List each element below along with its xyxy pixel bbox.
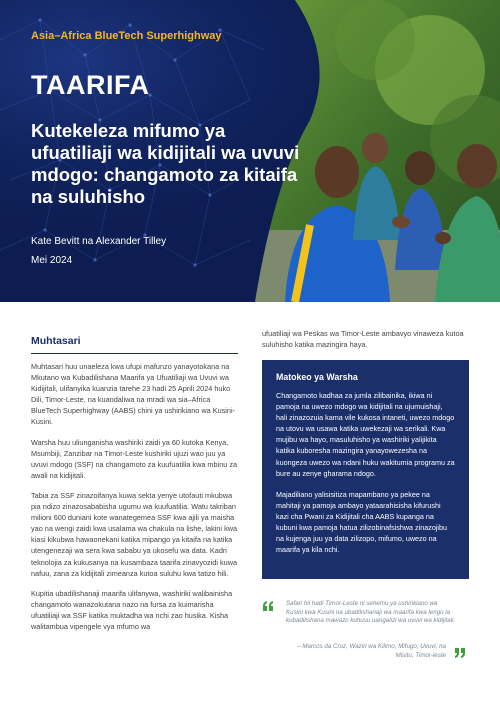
pull-quote-text: Safari hii hadi Timor-Leste ni sehemu ya ushirikiano wa Kusini kwa Kusini na ubadilishanaji wa maarifa kwa lengo la kubadilishana mawazo kuhusu uangalizi wa uvuvi wa kidijitali. [286,600,456,625]
close-quote-icon [454,647,466,659]
open-quote-icon [262,600,274,612]
summary-continuation-text: ufuatiliaji wa Peskas wa Timor-Leste ambavyo vinaweza kutoa suluhisho katika mazingira haya. [262,329,464,350]
outcomes-paragraph-1: Changamoto kadhaa za jumla zilibainika, ikiwa ni pamoja na uwezo mdogo wa kidijitali na ujumuishaji, hali zinazozuia kama vile kukosa intaneti, uwezo mdogo na utovu wa usawa katika uwekezaji wa serikali. Kwa mujibu wa hayo, masuluhisho ya washiriki yalijikita katika kuboresha mazingira yanayowezesha na kuongeza uwezo wa ndani huku wakitumia programu za bure au zenye gharama ndogo. [276,391,455,478]
document-type: TAARIFA [31,70,150,100]
heading-divider [31,353,238,354]
authors: Kate Bevitt na Alexander Tilley [31,236,167,247]
summary-paragraph-3: Tabia za SSF zinazoifanya kuwa sekta yenye utofauti mkubwa pia ndizo zinazosababisha ugumu wa kuufuatilia. Watu takriban milioni 600 duniani kote wanategemea SSF kwa ajili ya maisha yao na wengi zaidi kwa usalama wa chakula na lishe, lakini kwa kiasi kikubwa hawaonekani katika mipango ya kitaifa na katika utengenezaji wa sera kwa sababu ya ukosefu wa data. Kadri teknolojia za kukusanya na kusambaza taarifa zinavyozidi kuwa nafuu, zana za kidijitali zimeanza kutoa suluhu kwa tatizo hili. [31,490,238,578]
summary-continuation [262,328,472,350]
summary-paragraph-1: Muhtasari huu unaeleza kwa ufupi mafunzo yanayotokana na Mkutano wa Kubadilishana Maarifa ya Ufuatiliaji wa Uvuvi wa Kidijitali, ulifanyika kuanzia tarehe 23 hadi 25 Aprili 2024 huko Dili, Timor-Leste, na kuandaliwa na mradi wa sia–Africa BlueTech Superhighway (AABS) chini ya ushirikiano wa Kusini-Kusini. [31,362,236,427]
summary-paragraph-4: Kupitia ubadilishanaji maarifa ulifanywa, washiriki walibainisha changamoto wanazokutana nazo na fursa za kuimarisha ufuatiliaji wa SSF katika muktadha wa nchi zao husika. Kisha walitambua vipengele vya mfumo wa [31,588,233,631]
cover-header [0,0,500,302]
pull-quote-attribution: – Marcos da Cruz, Waziri wa Kilimo, Mifugo, Uvuvi, na Misitu, Timor-leste [297,643,446,659]
document-title: Kutekeleza mifumo ya ufuatiliaji wa kidijitali wa uvuvi mdogo: changamoto za kitaifa na suluhisho [31,120,300,207]
outcomes-heading: Matokeo ya Warsha [276,372,358,382]
summary-paragraph-2: Warsha huu uliunganisha washiriki zaidi ya 60 kutoka Kenya, Msumbiji, Zanzibar na Timor-Leste kushiriki ujuzi wao juu ya uvuvi mdogo (SSF) na changamoto za kuufuatilia kwa mbinu za awali na kidijitali. [31,437,238,480]
summary-heading: Muhtasari [31,335,81,347]
series-label: Asia–Africa BlueTech Superhighway [31,30,222,42]
outcomes-paragraph-2: Majadiliano yalisisitiza mapambano ya pekee na mahitaji ya pamoja ambayo yataarahisisha kifurushi kazi cha Pwani za Kidijitali cha AABS kupanga na kubuni kwa pamoja hatua zilizobinafsishwa zinazojibu na kujenga juu ya data zilizopo, mifumo, uwezo na maarifa ya kila nchi. [276,489,448,555]
publication-date: Mei 2024 [31,255,73,266]
outcomes-box [262,360,469,579]
summary-section [31,335,238,641]
